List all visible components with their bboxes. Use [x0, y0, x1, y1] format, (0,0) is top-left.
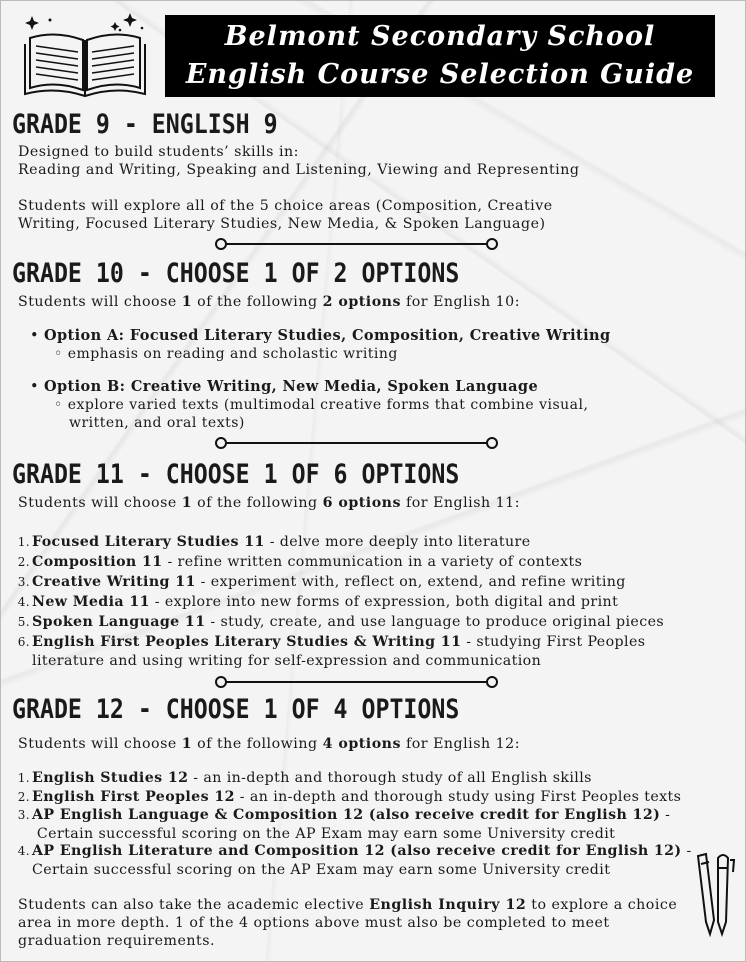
grade10-intro: Students will choose 1 of the following 2 options for English 10:	[18, 294, 520, 310]
grade11-heading: GRADE 11 - CHOOSE 1 OF 6 OPTIONS	[12, 459, 460, 490]
pens-icon	[690, 850, 740, 940]
closing-line2: area in more depth. 1 of the 4 options above must also be completed to meet	[18, 915, 610, 931]
grade10-heading: GRADE 10 - CHOOSE 1 OF 2 OPTIONS	[12, 258, 460, 289]
closing-line3: graduation requirements.	[18, 933, 216, 949]
grade11-item: 2. Composition 11 - refine written communication in a variety of contexts	[17, 554, 583, 570]
grade10-option-b-detail-2: written, and oral texts)	[69, 415, 245, 431]
title-banner	[165, 15, 715, 97]
grade10-option-a-detail: ◦ emphasis on reading and scholastic writing	[54, 346, 398, 362]
grade11-intro: Students will choose 1 of the following 6 options for English 11:	[18, 495, 520, 511]
section-divider	[215, 676, 498, 688]
grade12-item: 1. English Studies 12 - an in-depth and thorough study of all English skills	[17, 770, 592, 786]
grade9-line2: Reading and Writing, Speaking and Listening, Viewing and Representing	[18, 162, 580, 178]
grade9-line3: Students will explore all of the 5 choice areas (Composition, Creative	[18, 198, 553, 214]
grade10-option-b: • Option B: Creative Writing, New Media, Spoken Language	[30, 378, 539, 395]
grade11-item: 5. Spoken Language 11 - study, create, and use language to produce original pieces	[17, 614, 665, 630]
grade12-item: 4. AP English Literature and Composition 12 (also receive credit for English 12) - Certain successful scoring on the AP Exam may earn some University credit	[17, 843, 692, 878]
open-book-icon	[20, 8, 150, 103]
title-line-2: English Course Selection Guide	[185, 59, 695, 90]
grade10-option-a: • Option A: Focused Literary Studies, Composition, Creative Writing	[30, 327, 611, 344]
grade12-item: 3. AP English Language & Composition 12 (also receive credit for English 12) - Certain successful scoring on the AP Exam may earn some University credit	[17, 807, 671, 842]
grade9-line4: Writing, Focused Literary Studies, New Media, & Spoken Language)	[18, 216, 546, 232]
grade11-item: 1. Focused Literary Studies 11 - delve more deeply into literature	[17, 534, 531, 550]
closing-line1: Students can also take the academic elective English Inquiry 12 to explore a choice	[18, 897, 678, 913]
grade10-option-b-detail: ◦ explore varied texts (multimodal creative forms that combine visual,	[54, 397, 589, 413]
grade9-line1: Designed to build students’ skills in:	[18, 144, 299, 160]
section-divider	[215, 437, 498, 449]
grade9-heading: GRADE 9 - ENGLISH 9	[12, 109, 278, 140]
title-line-1: Belmont Secondary School	[224, 21, 656, 52]
section-divider	[215, 238, 498, 250]
grade11-item: 6. English First Peoples Literary Studies & Writing 11 - studying First Peoples literature and using writing for self-expression and communication	[17, 634, 646, 669]
grade11-item: 3. Creative Writing 11 - experiment with, reflect on, extend, and refine writing	[17, 574, 626, 590]
grade12-item: 2. English First Peoples 12 - an in-depth and thorough study using First Peoples texts	[17, 789, 682, 805]
grade12-intro: Students will choose 1 of the following 4 options for English 12:	[18, 736, 520, 752]
grade12-heading: GRADE 12 - CHOOSE 1 OF 4 OPTIONS	[12, 694, 460, 725]
grade11-item: 4. New Media 11 - explore into new forms of expression, both digital and print	[17, 594, 619, 610]
